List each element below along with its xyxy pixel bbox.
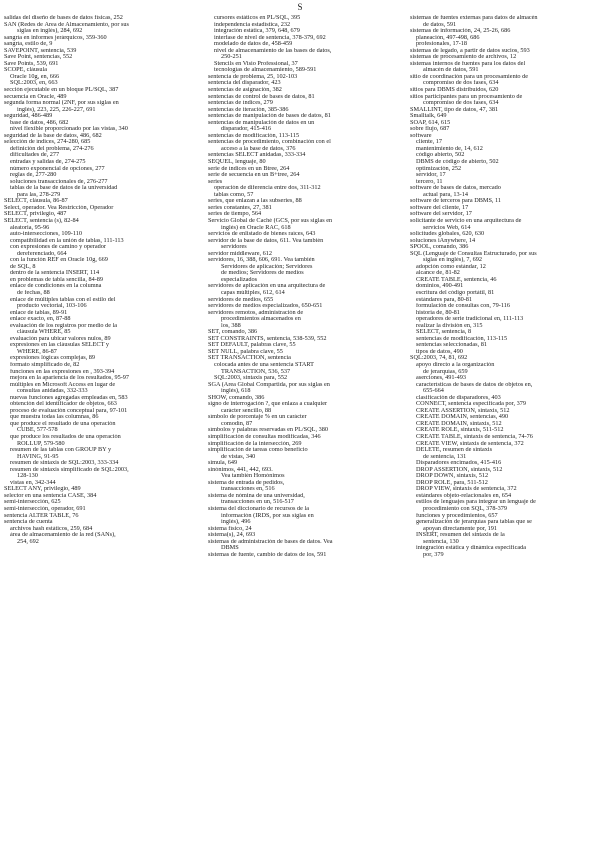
- index-entry: cliente, 17: [416, 139, 443, 146]
- index-entry: características de bases de datos de objetos en,: [416, 381, 533, 388]
- index-entry: que produce los resultados de una operación: [10, 434, 121, 440]
- index-entry: resumen de las tablas con GROUP BY y: [10, 447, 112, 454]
- index-entry: servidores remotos, administración de: [208, 309, 304, 316]
- index-entry: WHERE, 86-87: [17, 348, 57, 355]
- index-entry: SELECT ANY, privilegio, 489: [4, 486, 81, 493]
- index-entry: servidores de medios, 655: [208, 296, 274, 303]
- index-entry: software de bases de datos, mercado: [410, 185, 501, 192]
- index-entry: cláusula WHERE, 85: [17, 329, 71, 336]
- index-entry: acceso a la base de datos, 376: [221, 145, 296, 152]
- index-entry: sinónimos, 441, 442, 693.: [208, 466, 273, 473]
- index-entry: de jerarquías, 659: [423, 368, 468, 375]
- index-entry: actual para, 13-14: [423, 191, 468, 198]
- index-entry: sentencias de índices, 279: [208, 100, 273, 107]
- index-entry: Servicio Global de Caché (GCS, por sus siglas en: [208, 217, 333, 224]
- index-entry: sangría en informes jerárquicos, 359-360: [4, 34, 107, 41]
- index-entry: Save Point, sentencias, 552: [4, 54, 73, 61]
- index-entry: Vea también Homónimos: [221, 473, 285, 480]
- index-entry: servidor, 17: [416, 172, 446, 179]
- index-entry: SGA (Área Global Compartida, por sus siglas en: [208, 381, 330, 388]
- index-entry: comodín, 87: [221, 420, 253, 427]
- index-entry: sentencias seleccionadas, 81: [416, 342, 487, 349]
- index-entry: formato simplificado de, 82: [10, 361, 80, 368]
- index-entry: símbolo de porcentaje % en un carácter: [208, 414, 307, 421]
- index-entry: SQL:2003, sintaxis para, 552: [214, 375, 288, 382]
- index-entry: SOAP, 614, 615: [410, 119, 451, 126]
- index-entry: software del servidor, 17: [410, 211, 472, 218]
- index-entry: nivel flexible proporcionado por las vistas, 340: [10, 126, 128, 133]
- index-entry: sentencias de modificación, 113-115: [416, 335, 508, 342]
- index-entry: Disparadores encimados, 415-416: [416, 460, 502, 467]
- index-entry: 254, 692: [17, 538, 39, 545]
- index-entry: procedimiento con SQL, 378-379: [423, 506, 508, 513]
- index-entry: múltiples en Microsoft Access en lugar de: [10, 381, 116, 388]
- index-entry: sistemas de legado, a partir de datos sucios, 593: [410, 47, 530, 54]
- index-entry: DELETE, resumen de sintaxis: [416, 447, 493, 454]
- index-entry: planeación, 497-498, 686: [416, 34, 480, 41]
- index-entry: integración estática, 379, 648, 679: [214, 28, 300, 35]
- index-entry: sentencia de problema, 25, 102-103: [208, 73, 298, 80]
- index-entry: por, 379: [423, 551, 444, 558]
- index-entry: compatibilidad en la unión de tablas, 111-113: [10, 237, 124, 244]
- index-entry: auto-intersecciones, 109-110: [10, 231, 82, 238]
- index-entry: código abierto, 502: [416, 152, 465, 159]
- index-entry: definición del problema, 274-276: [10, 145, 94, 152]
- index-entry: dentro de la sentencia INSERT, 114: [10, 270, 100, 277]
- index-entry: con la función REF en Oracle 10g, 669: [10, 257, 108, 264]
- index-entry: SET CONSTRAINTS, sentencia, 538-539, 552: [208, 335, 327, 342]
- index-entry: de vistas, 340: [221, 453, 256, 460]
- index-entry: DBMS: [221, 545, 239, 552]
- index-entry: escritura del código portátil, 81: [416, 289, 495, 296]
- index-entry: optimización, 252: [416, 165, 462, 172]
- index-entry: Oracle 10g, en, 666: [10, 73, 60, 80]
- index-entry: simplificación de consultas modificadas, 346: [208, 434, 321, 440]
- index-entry: tecnologías de almacenamiento, 589-591: [214, 67, 317, 74]
- index-entry: integración estática y dinámica especificada: [416, 545, 527, 552]
- index-entry: CREATE ASSERTION, sintaxis, 512: [416, 407, 510, 414]
- index-entry: profesionales, 17-18: [416, 41, 468, 48]
- index-entry: ROLLUP, 579-580: [17, 440, 65, 447]
- index-entry: tablas como, 57: [214, 191, 254, 198]
- index-entry: número exponencial de opciones, 277: [10, 165, 105, 172]
- index-entry: SCOPE, cláusula: [4, 67, 48, 74]
- index-entry: DROP DOWN, sintaxis, 512: [416, 473, 489, 480]
- index-entry: consultas anidadas, 332-333: [17, 388, 88, 395]
- index-entry: funciones en las expresiones en , 393-394: [10, 368, 115, 375]
- index-entry: simplificación de la intersección, 269: [208, 440, 302, 447]
- index-entry: enlace de múltiples tablas con el estilo del: [10, 296, 116, 303]
- index-entry: disparador, 415-416: [221, 126, 272, 133]
- index-entry: CUBE, 577-578: [17, 427, 58, 434]
- index-entry: resumen de sintaxis de SQL:2003, 333-334: [10, 460, 119, 467]
- index-entry: SAN (Redes de Área de Almacenamiento, por sus: [4, 21, 129, 28]
- index-entry: apoyo directo a la organización: [416, 361, 495, 368]
- index-entry: historia de, 80-81: [416, 309, 460, 316]
- index-entry: modelado de datos de, 458-459: [214, 41, 293, 48]
- index-entry: aleatoria, 95-96: [10, 224, 50, 231]
- index-entry: DROP VIEW, sintaxis de sentencia, 372: [416, 486, 517, 493]
- index-entry: SMALLINT, tipo de datos, 47, 381: [410, 106, 499, 113]
- index-entry: estándares para, 80-81: [416, 296, 473, 303]
- index-entry: resumen de sintaxis simplificado de SQL:2003,: [10, 466, 129, 473]
- index-entry: clasificación de disparadores, 403: [416, 394, 501, 401]
- index-entry: mejora en la apariencia de los resultados, 95-97: [10, 375, 130, 382]
- index-entry: formulación de consultas con, 79-116: [416, 303, 511, 310]
- index-entry: tercero, 11: [416, 178, 443, 185]
- index-entry: apoyan directamente por, 191: [423, 525, 498, 532]
- index-entry: reglas de, 277-280: [10, 172, 57, 179]
- index-entry: Save Points, 539, 691: [4, 60, 59, 67]
- index-entry: SHOW, comando, 386: [208, 394, 265, 401]
- index-entry: siglas en inglés), 7, 692: [423, 257, 483, 264]
- index-entry: soluciones iAnywhere, 14: [410, 237, 476, 244]
- index-entry: producto vectorial, 103-106: [17, 303, 87, 310]
- index-entry: salidas del diseño de bases de datos físicas, 252: [4, 15, 123, 21]
- index-entry: CREATE ROLE, sintaxis, 511-512: [416, 427, 504, 434]
- index-entry: transacciones en, 516: [221, 486, 275, 493]
- index-entry: CREATE DOMAIN, sintaxis, 512: [416, 420, 502, 427]
- index-entry: SQL:2003, en, 663: [10, 80, 58, 87]
- index-entry: símbolos y palabras reservadas en PL/SQL, 380: [208, 427, 328, 434]
- index-entry: sitios participantes para un procesamiento de: [410, 93, 523, 100]
- index-entry: sección ejecutable en un bloque PL/SQL, 387: [4, 87, 119, 94]
- index-entry: que muestra todas las columnas, 86: [10, 414, 99, 421]
- index-entry: DROP ASSERTION, sintaxis, 512: [416, 466, 503, 473]
- index-entry: HAVING, 91-95: [17, 453, 59, 460]
- index-entry: CONNECT, sentencia especificada por, 379: [416, 401, 527, 408]
- index-entry: sentencias de control de bases de datos, 81: [208, 93, 315, 100]
- index-entry: servidores de medios especializados, 650-651: [208, 303, 323, 310]
- index-entry: de fechas, 88: [17, 289, 50, 296]
- index-entry: aserciones, 491-493: [416, 375, 466, 382]
- index-entry: seguridad, 486-489: [4, 113, 53, 120]
- index-entry: sentencias SELECT anidadas, 333-334: [208, 152, 306, 159]
- index-entry: sistemas de fuentes externas para datos de almacén: [410, 15, 538, 21]
- index-entry: sistema del diccionario de recursos de la: [208, 506, 310, 513]
- index-entry: sistema de entrada de pedidos,: [208, 479, 285, 486]
- index-entry: cursores estáticos en PL/SQL, 395: [214, 15, 301, 21]
- index-entry: dominios, 490-491: [416, 283, 464, 290]
- index-entry: sentencias de asignación, 382: [208, 87, 282, 94]
- index-entry: 655-664: [423, 388, 444, 395]
- index-entry: enlace de condiciones en la columna: [10, 283, 102, 290]
- index-entry: CREATE TABLE, sintaxis de sentencia, 74-76: [416, 434, 533, 440]
- index-entry: SELECT, sentencia (s), 82-84: [4, 217, 79, 224]
- index-entry: software: [410, 132, 432, 139]
- index-entry: sistemas de procesamiento de archivos, 12: [410, 54, 517, 61]
- index-entry: siglas en inglés), 284, 692: [17, 28, 83, 35]
- index-entry: adopción como estándar, 12: [416, 263, 486, 270]
- index-entry: sistemas de información, 24, 25-26, 686: [410, 28, 511, 35]
- index-entry: Smalltalk, 649: [410, 113, 447, 120]
- index-entry: DBMS de código de abierto, 502: [416, 159, 499, 166]
- index-entry: Servidores de aplicación; Servidores: [221, 263, 313, 270]
- index-column-2: [208, 15, 393, 558]
- index-column-3: [410, 15, 595, 558]
- index-entry: sentencias de manipulación de bases de datos, 81: [208, 113, 331, 120]
- index-entry: sentencias de modificación, 113-115: [208, 132, 300, 139]
- index-entry: nuevas funciones agregadas empleadas en, 583: [10, 394, 128, 401]
- index-entry: sentencia ALTER TABLE, 76: [4, 512, 79, 519]
- index-entry: carácter sencillo, 88: [221, 407, 272, 414]
- index-entry: SET TRANSACTION, sentencia: [208, 355, 291, 362]
- index-entry: INSERT, resumen del sintaxis de la: [416, 532, 505, 539]
- index-entry: SELECT, cláusula, 86-87: [4, 198, 68, 205]
- index-entry: para las, 278-279: [17, 191, 61, 198]
- index-entry: sentencias de iteración, 385-386: [208, 106, 289, 113]
- index-entry: CREATE VIEW, sintaxis de sentencia, 372: [416, 440, 524, 447]
- index-entry: entradas y salidas de, 274-275: [10, 159, 86, 166]
- index-entry: enlace de tablas, 89-91: [10, 309, 68, 316]
- index-entry: SELECT, sentencia, 8: [416, 329, 472, 336]
- index-entry: SQL:2003, 74, 81, 692: [410, 355, 468, 362]
- index-entry: de sentencia, 131: [423, 453, 467, 460]
- index-entry: sentencias de procedimiento, combinación con el: [208, 139, 331, 146]
- index-entry: sentencia del disparador, 423: [208, 80, 281, 87]
- index-entry: base de datos, 486, 682: [10, 119, 69, 126]
- index-entry: mantenimiento de, 14, 612: [416, 145, 483, 152]
- index-entry: capas múltiples, 612, 614: [221, 289, 285, 296]
- index-entry: servicios de enlistado de bienes raíces, 643: [208, 231, 316, 238]
- index-entry: compromiso de dos fases, 634: [423, 100, 499, 107]
- index-entry: DROP ROLE, para, 511-512: [416, 479, 488, 486]
- index-entry: servidor middleware, 612: [208, 250, 273, 257]
- index-entry: archivos hash estáticos, 259, 684: [10, 525, 93, 532]
- index-entry: inglés) en Oracle RAC, 618: [221, 224, 291, 231]
- index-entry: sistemas internos de fuentes para los datos del: [410, 60, 526, 67]
- index-entry: 128-130: [17, 473, 38, 480]
- index-entry: sentencia, 130: [423, 538, 459, 545]
- index-entry: semi-intersección, operador, 691: [4, 506, 86, 513]
- index-entry: series constantes, 27, 381: [208, 204, 272, 211]
- index-entry: servidor de la base de datos, 611. Vea también: [208, 237, 324, 244]
- index-entry: área de almacenamiento de la red (SANs),: [10, 532, 116, 539]
- index-entry: información (IRDS, por sus siglas en: [221, 512, 314, 519]
- index-entry: simplificación de tareas como beneficio: [208, 447, 308, 454]
- index-entry: sistema de nómina de una universidad,: [208, 492, 305, 499]
- index-entry: sitios para DBMS distribuidos, 620: [410, 87, 499, 94]
- index-entry: expresiones lógicas complejas, 89: [10, 355, 96, 362]
- index-entry: vistas en, 342-344: [10, 479, 56, 486]
- index-entry: tipos de datos, 490: [416, 348, 463, 355]
- index-entry: dificultades de, 277: [10, 152, 60, 159]
- index-entry: series: [208, 178, 223, 185]
- index-entry: operación de diferencia entre dos, 311-312: [214, 185, 321, 192]
- index-entry: inglés), 223, 225, 226-227, 691: [17, 106, 96, 113]
- index-entry: selector en una sentencia CASE, 384: [4, 492, 97, 499]
- index-entry: evaluación de los registros por medio de la: [10, 322, 118, 329]
- index-entry: de medios; Servidores de medios: [221, 270, 304, 277]
- index-entry: de datos, 591: [423, 21, 457, 28]
- index-entry: que produce el resultado de una operación: [10, 420, 116, 427]
- index-entry: SEQUEL, lenguaje, 80: [208, 159, 266, 166]
- index-entry: almacén de datos, 591: [423, 67, 479, 74]
- index-entry: compromiso de dos fases, 634: [423, 80, 499, 87]
- index-entry: dereferenciado, 664: [17, 250, 67, 257]
- index-entry: solicitudes globales, 620, 630: [410, 231, 485, 238]
- index-entry: sentencia de cuenta: [4, 519, 53, 526]
- index-entry: realizar la división en, 315: [416, 322, 483, 329]
- index-entry: sistemas de fuente, cambio de datos de los, 591: [208, 551, 327, 558]
- index-entry: sobre flujo, 687: [410, 126, 450, 133]
- index-entry: los, 388: [221, 322, 241, 329]
- index-entry: semi-intersección, 625: [4, 499, 61, 506]
- index-entry: enlace exacto, en, 87-88: [10, 316, 71, 323]
- index-entry: sentencias de manipulación de datos en un: [208, 119, 315, 126]
- index-entry: SELECT, privilegio, 487: [4, 211, 67, 218]
- index-entry: TRANSACTION, 536, 537: [221, 368, 291, 375]
- index-entry: interfase de nivel de sentencia, 378-379, 692: [214, 34, 326, 41]
- index-entry: alcance de, 81-82: [416, 270, 460, 277]
- index-entry: solicitante de servicio en una arquitectura de: [410, 217, 522, 224]
- index-entry: SQL (Lenguaje de Consultas Estructurado, por sus: [410, 250, 537, 257]
- index-entry: simula, 649: [208, 460, 238, 467]
- index-entry: servidores: [221, 244, 247, 251]
- index-entry: independencia estadística, 232: [214, 21, 291, 28]
- index-column-1: [4, 15, 189, 545]
- index-entry: SET DEFAULT, palabras clave, 55: [208, 342, 296, 349]
- index-entry: estándares objeto-relacionales en, 654: [416, 492, 512, 499]
- index-entry: con expresiones de camino y operador: [10, 244, 106, 251]
- index-entry: selección de índices, 274-280, 685: [4, 139, 91, 146]
- index-entry: series, que enlazan a las subseries, 88: [208, 198, 302, 205]
- index-entry: 250-251: [221, 54, 242, 61]
- index-entry: secuencia en Oracle, 489: [4, 93, 67, 100]
- index-entry: soluciones transaccionales de, 276-277: [10, 178, 108, 185]
- index-entry: operadores de serie tradicional en, 111-113: [416, 316, 524, 323]
- index-entry: Stencils en Visio Professional, 37: [214, 60, 298, 67]
- index-entry: CREATE TABLE, sentencia, 46: [416, 276, 497, 283]
- index-entry: servidores de aplicación en una arquitectura de: [208, 283, 326, 290]
- index-entry: software de terceros para DBMS, 11: [410, 198, 502, 205]
- index-entry: de SQL, 8: [10, 263, 36, 270]
- index-entry: obtención del identificador de objetos, 663: [10, 401, 117, 408]
- index-entry: SAVEPOINT, sentencia, 539: [4, 47, 77, 54]
- index-entry: proceso de evaluación conceptual para, 97-101: [10, 407, 128, 414]
- index-entry: servicios Web, 614: [423, 224, 471, 231]
- index-entry: SET NULL, palabra clave, 55: [208, 348, 283, 355]
- index-entry: Select, operador. Vea Restricción, Operador: [4, 204, 114, 211]
- index-entry: series de tiempo, 564: [208, 211, 262, 218]
- index-entry: seguridad de la base de datos, 486, 682: [4, 132, 102, 139]
- index-entry: segunda forma normal (2NF, por sus siglas en: [4, 100, 119, 107]
- index-entry: sitio de coordinación para un procesamiento de: [410, 73, 529, 80]
- index-entry: estilos de lenguajes para integrar un lenguaje de: [416, 499, 536, 506]
- index-entry: SET, comando, 386: [208, 329, 258, 336]
- index-entry: funciones y procedimientos, 657: [416, 512, 498, 519]
- index-entry: evaluación para ubicar valores nulos, 89: [10, 335, 111, 342]
- index-section-letter: S: [297, 2, 303, 12]
- index-entry: colocada antes de una sentencia START: [214, 361, 314, 368]
- index-entry: servidores, 16, 388, 606, 691. Vea también: [208, 257, 315, 264]
- index-entry: procedimientos almacenados en: [221, 316, 301, 323]
- index-entry: inglés), 618: [221, 388, 251, 395]
- index-entry: signo de interrogación ?, que enlaza a cualquier: [208, 401, 328, 408]
- index-entry: CREATE DOMAIN, sentencias, 490: [416, 414, 509, 421]
- index-entry: sistema físico, 24: [208, 525, 252, 532]
- index-entry: sangría, estilo de, 9: [4, 41, 53, 48]
- index-entry: en problemas de tabla sencilla, 84-89: [10, 276, 104, 283]
- index-entry: transacciones en un, 516-517: [221, 499, 294, 506]
- index-entry: serie de índices en un Btree, 264: [208, 165, 290, 172]
- index-entry: generalización de jerarquías para tablas que se: [416, 519, 532, 526]
- index-entry: inglés), 496: [221, 519, 251, 526]
- index-entry: SPOOL, comando, 386: [410, 244, 469, 251]
- index-entry: expresiones en las cláusulas SELECT y: [10, 342, 109, 349]
- index-entry: software del cliente, 17: [410, 204, 469, 211]
- index-entry: nivel de almacenamiento de las bases de datos,: [214, 47, 332, 54]
- index-entry: serie de secuencia en un B+tree, 264: [208, 172, 300, 179]
- index-entry: tablas de la base de datos de la universidad: [10, 185, 118, 192]
- index-entry: sistema(s), 24, 693: [208, 532, 256, 539]
- index-entry: sistemas de administración de bases de datos. Vea: [208, 538, 333, 545]
- index-entry: especializados: [221, 276, 258, 283]
